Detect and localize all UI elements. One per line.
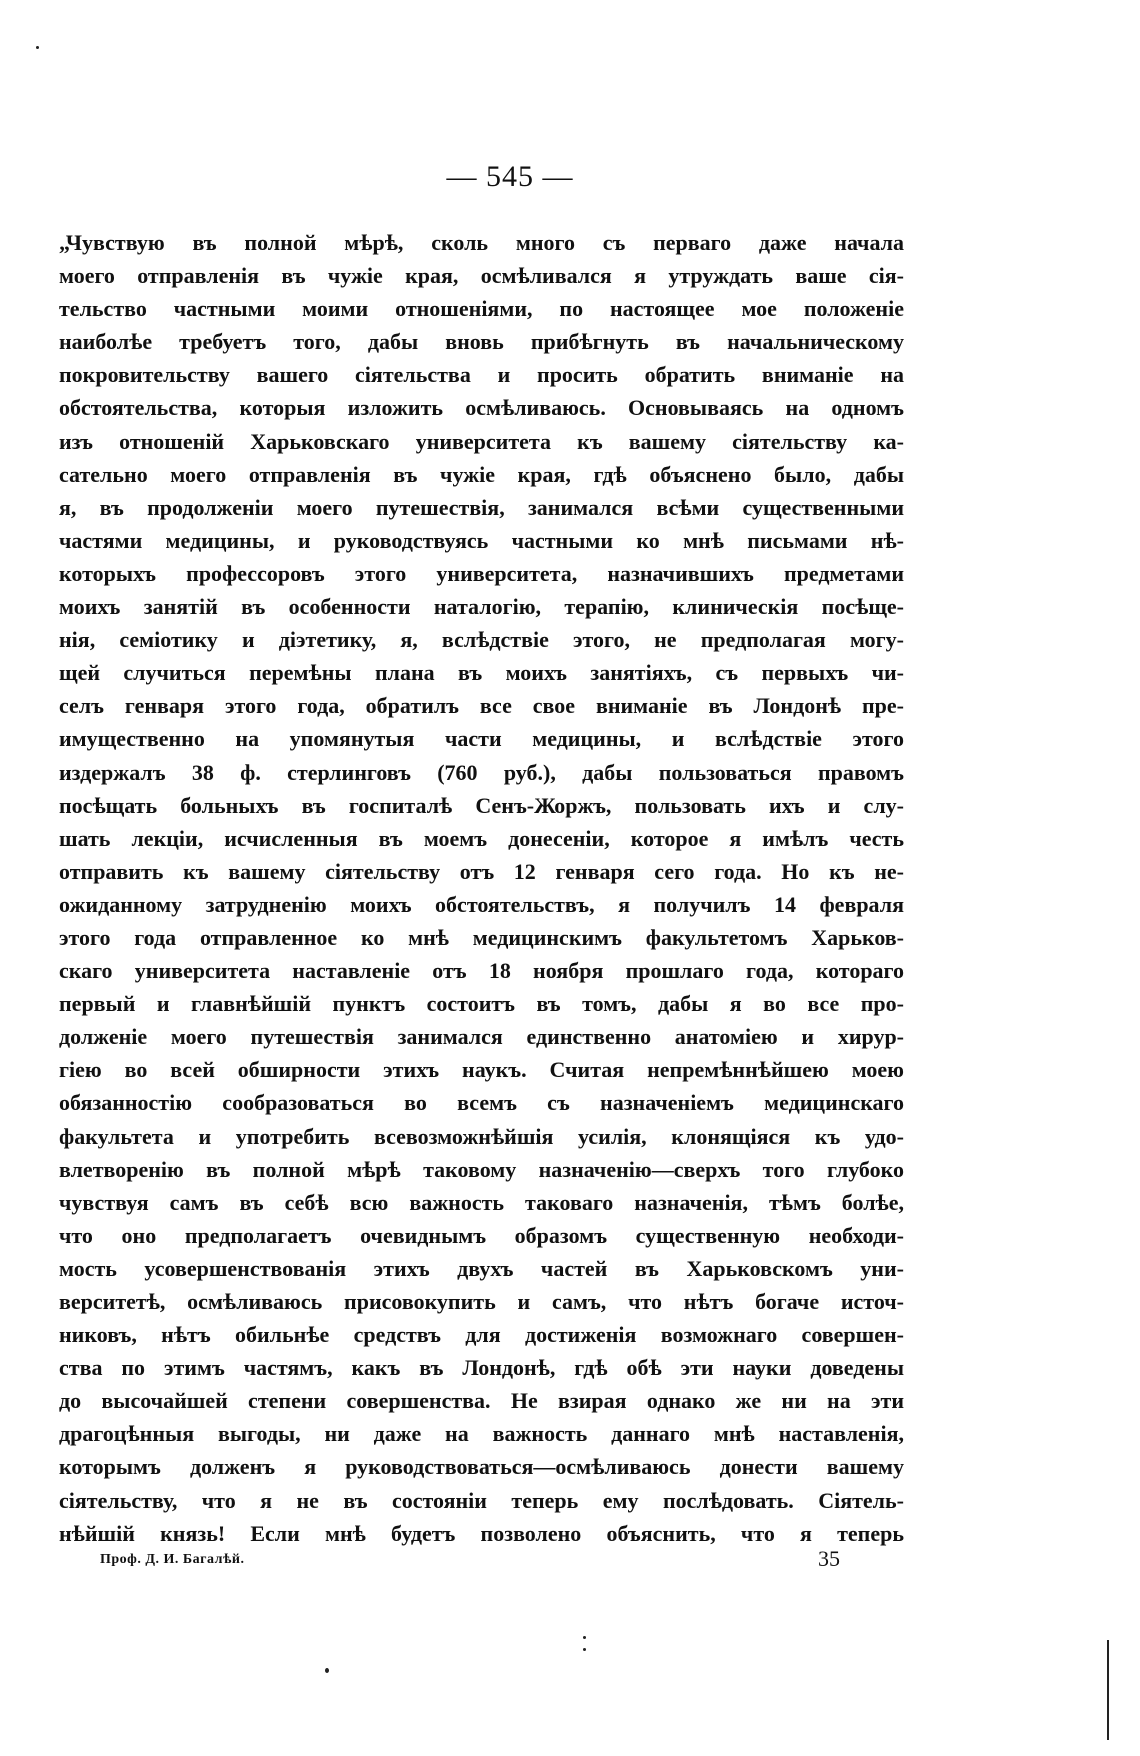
text-line: издержалъ 38 ф. стерлинговъ (760 руб.), дабы пользоваться правомъ (59, 759, 904, 785)
text-line: чувствуя самъ въ себѣ всю важность таковаго назначенія, тѣмъ болѣе, (59, 1189, 904, 1215)
text-line: обстоятельства, которыя изложить осмѣливаюсь. Основываясь на одномъ (59, 395, 904, 421)
text-line: влетворенію въ полной мѣрѣ таковому назначенію—сверхъ того глубоко (59, 1156, 904, 1182)
text-line: щей случиться перемѣны плана въ моихъ занятіяхъ, съ первыхъ чи- (59, 660, 904, 686)
footer-signature-number: 35 (818, 1546, 840, 1571)
text-line: селъ генваря этого года, обратилъ все свое вниманіе въ Лондонѣ пре- (59, 693, 904, 719)
text-line: нѣйшій князь! Если мнѣ будетъ позволено объяснить, что я теперь (59, 1520, 904, 1546)
text-line: моего отправленія въ чужіе края, осмѣливался я утруждать ваше сія- (59, 263, 904, 289)
text-line: обязанностію сообразоваться во всемъ съ назначеніемъ медицинскаго (59, 1090, 904, 1116)
text-line: изъ отношеній Харьковскаго университета къ вашему сіятельству ка- (59, 428, 904, 454)
text-line: тельство частными моими отношеніями, по настоящее мое положеніе (59, 296, 904, 322)
text-line: частями медицины, и руководствуясь частными ко мнѣ письмами нѣ- (59, 527, 904, 553)
text-line: посѣщать больныхъ въ госпиталѣ Сенъ-Жоржъ, пользовать ихъ и слу- (59, 792, 904, 818)
text-line: сіятельству, что я не въ состояніи теперь ему послѣдовать. Сіятель- (59, 1487, 904, 1513)
text-line: которыхъ профессоровъ этого университета, назначившихъ предметами (59, 560, 904, 586)
text-line: которымъ долженъ я руководствоваться—осмѣливаюсь донести вашему (59, 1454, 904, 1480)
text-line: верситетѣ, осмѣливаюсь присовокупить и самъ, что нѣтъ богаче источ- (59, 1289, 904, 1314)
page-number: — 545 — (446, 160, 574, 193)
text-line: я, въ продолженіи моего путешествія, занимался всѣми существенными (59, 494, 904, 520)
text-line: ожиданному затрудненію моихъ обстоятельствъ, я получилъ 14 февраля (59, 891, 904, 917)
page-footer (0, 1546, 1140, 1576)
scan-speck (1107, 1640, 1109, 1740)
text-line: нія, семіотику и діэтетику, я, вслѣдствіе этого, не предполагая могу- (59, 627, 904, 653)
text-line: имущественно на упомянутыя части медицины, и вслѣдствіе этого (59, 726, 904, 752)
text-line: моихъ занятій въ особенности наталогію, терапію, клиническія посѣще- (59, 594, 904, 620)
text-line: покровительству вашего сіятельства и просить обратить вниманіе на (59, 362, 904, 388)
text-line: факультета и употребить всевозможнѣйшія усилія, клонящіяся къ удо- (59, 1123, 904, 1149)
text-line: мость усовершенствованія этихъ двухъ частей въ Харьковскомъ уни- (59, 1255, 904, 1281)
text-line: этого года отправленное ко мнѣ медицинскимъ факультетомъ Харьков- (59, 924, 904, 950)
text-line: шать лекціи, исчисленныя въ моемъ донесеніи, которое я имѣлъ честь (59, 825, 904, 851)
scan-speck (36, 46, 39, 49)
text-line: сательно моего отправленія въ чужіе края, гдѣ объяснено было, дабы (59, 461, 904, 487)
text-line: драгоцѣнныя выгоды, ни даже на важность даннаго мнѣ наставленія, (59, 1421, 904, 1447)
text-line: до высочайшей степени совершенства. Не взирая однако же ни на эти (59, 1388, 904, 1414)
text-line: что оно предполагаетъ очевиднымъ образомъ существенную необходи- (59, 1222, 904, 1248)
scan-speck (325, 1668, 329, 1673)
footer-author: Проф. Д. И. Багалѣй. (100, 1552, 245, 1567)
text-line: наиболѣе требуетъ того, дабы вновь прибѣгнуть въ начальническому (59, 329, 904, 355)
text-line: ства по этимъ частямъ, какъ въ Лондонѣ, гдѣ обѣ эти науки доведены (59, 1355, 904, 1381)
text-line: „Чувствую въ полной мѣрѣ, сколь много съ перваго даже начала (59, 230, 904, 255)
text-line: долженіе моего путешествія занимался единственно анатоміею и хирур- (59, 1024, 904, 1050)
body-text (59, 226, 904, 1550)
text-line: никовъ, нѣтъ обильнѣе средствъ для достиженія возможнаго совершен- (59, 1322, 904, 1348)
scan-speck (583, 1648, 586, 1651)
text-line: гіею во всей обширности этихъ наукъ. Считая непремѣннѣйшею моею (59, 1057, 904, 1083)
text-line: скаго университета наставленіе отъ 18 ноября прошлаго года, котораго (59, 958, 904, 984)
text-line: отправить къ вашему сіятельству отъ 12 генваря сего года. Но къ не- (59, 858, 904, 884)
scan-speck (583, 1636, 586, 1639)
text-line: первый и главнѣйшій пунктъ состоитъ въ томъ, дабы я во все про- (59, 991, 904, 1017)
